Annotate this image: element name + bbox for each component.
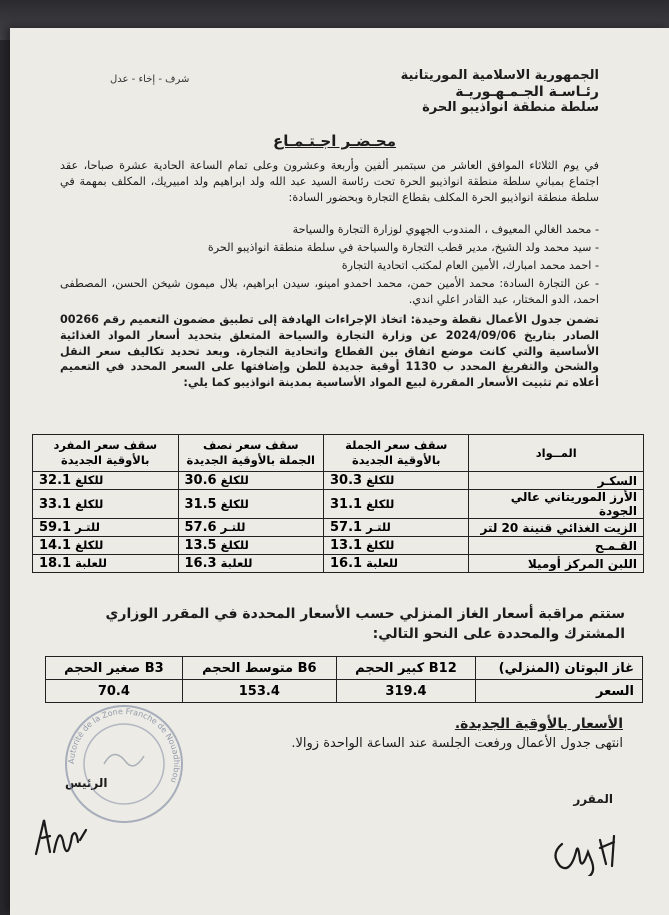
- attendee-1: - محمد الغالي المعيوف ، المندوب الجهوي لوزارة التجارة والسياحة: [292, 223, 599, 236]
- retail-price: 33.1 للكلغ: [33, 490, 179, 519]
- semi-wholesale-price: 16.3 للعلبة: [178, 555, 323, 573]
- header-authority: سلطة منطقة انواذيبو الحرة: [422, 100, 599, 115]
- header-wholesale: سقف سعر الجملة بالأوقية الجديدة: [323, 435, 468, 472]
- attendee-4: - عن التجارة السادة: محمد الأمين حمن، محمد احمدو امينو، سيدن ابراهيم، بلال ميمون شيخن الحسن، المصطفى احمد، الدو المختار، عبد القادر اعلي اندي.: [60, 277, 599, 306]
- gas-price-medium: 153.4: [182, 680, 336, 703]
- intro-paragraph: في يوم الثلاثاء الموافق العاشر من سبتمبر ألفين وأربعة وعشرون وعلى تمام الساعة الحادية عشرة صباحا، عقد اجتماع بمباني سلطة منطقة انواذيبو الحرة تحت رئاسة السيد عبد الله ولد ابراهيم ولد امبيريك، المكلف بمهمة في سلطة منطقة انواذيبو الحرة المكلف بقطاع التجارة وبحضور السادة:: [60, 159, 599, 204]
- semi-wholesale-price: 30.6 للكلغ: [178, 472, 323, 490]
- attendee-2: - سيد محمد ولد الشيخ، مدير قطب التجارة والسياحة في سلطة منطقة انواذيبو الحرة: [207, 241, 599, 254]
- retail-price: 14.1 للكلغ: [33, 537, 179, 555]
- svg-text:Autorité de la Zone Franche de: [67, 707, 181, 784]
- item-name: السكـر: [469, 472, 644, 490]
- gas-price-small: 70.4: [46, 680, 183, 703]
- header-items: المــواد: [469, 435, 644, 472]
- gas-price-large: 319.4: [336, 680, 475, 703]
- gas-price-table: [45, 656, 643, 703]
- retail-price: 32.1 للكلغ: [33, 472, 179, 490]
- header-country: الجمهورية الاسلامية الموريتانية: [400, 68, 599, 83]
- rapporteur-label: المقرر: [573, 792, 613, 806]
- header-presidency: رئـاسـة الجـمـهـوريـة: [455, 84, 599, 100]
- item-name: اللبن المركز أوميلا: [469, 555, 644, 573]
- header-semi-wholesale: سقف سعر نصف الجملة بالأوقية الجديدة: [178, 435, 323, 472]
- gas-size-medium: B6 متوسط الحجم: [182, 657, 336, 680]
- item-name: الزيت الغذائي قنينة 20 لتر: [469, 519, 644, 537]
- semi-wholesale-price: 57.6 للتـر: [178, 519, 323, 537]
- attendee-3: - احمد محمد امبارك، الأمين العام لمكتب اتحادية التجارة: [341, 259, 599, 272]
- gas-price-label: السعر: [476, 680, 643, 703]
- gas-size-large: B12 كبير الحجم: [336, 657, 475, 680]
- table-row: [46, 657, 643, 680]
- retail-price: 18.1 للعلبة: [33, 555, 179, 573]
- closing-statement: انتهى جدول الأعمال ورفعت الجلسة عند الساعة الواحدة زوالا.: [291, 736, 623, 751]
- item-name: الأرز الموريتاني عالي الجودة: [469, 490, 644, 519]
- wholesale-price: 30.3 للكلغ: [323, 472, 468, 490]
- document-title: محـضـر اجـتـمـاع: [272, 132, 397, 150]
- wholesale-price: 57.1 للتـر: [323, 519, 468, 537]
- semi-wholesale-price: 31.5 للكلغ: [178, 490, 323, 519]
- item-name: القـمـح: [469, 537, 644, 555]
- president-label: الرئيس: [65, 776, 108, 790]
- retail-price: 59.1 للتـر: [33, 519, 179, 537]
- gas-size-small: B3 صغير الحجم: [46, 657, 183, 680]
- semi-wholesale-price: 13.5 للكلغ: [178, 537, 323, 555]
- header-motto: شرف - إخاء - عدل: [110, 74, 190, 85]
- header-retail: سقف سعر المفرد بالأوقية الجديدة: [33, 435, 179, 472]
- wholesale-price: 16.1 للعلبة: [323, 555, 468, 573]
- agenda-paragraph: تضمن جدول الأعمال نقطة وحيدة: اتخاذ الإجراءات الهادفة إلى تطبيق مضمون التعميم رقم 00266 الصادر بتاريخ 2024/09/06 عن وزارة التجارة والسياحة المتعلق بتحديد أسعار المواد الغذائية الأساسية والتي كانت موضع اتفاق بين القطاع واتحادية التجارة. وبعد تحديد تكاليف سعر النقل والشحن والتفريغ المحدد ب 1130 أوقية جديدة للطن وإضافتها على السعر المحدد في التعميم أعلاه تم تثبيت الأسعار المقررة لبيع المواد الأساسية بمدينة انواذيبو كما يلي:: [60, 313, 599, 390]
- wholesale-price: 31.1 للكلغ: [323, 490, 468, 519]
- currency-note: الأسعار بالأوقية الجديدة.: [454, 716, 623, 732]
- gas-type-label: غاز البوتان (المنزلي): [476, 657, 643, 680]
- president-signature-icon: [30, 812, 90, 862]
- official-stamp-icon: [60, 700, 188, 828]
- gas-intro: ستتم مراقبة أسعار الغاز المنزلي حسب الأسعار المحددة في المقرر الوزاري المشترك والمحددة على النحو التالي:: [105, 606, 625, 642]
- wholesale-price: 13.1 للكلغ: [323, 537, 468, 555]
- stamp-text: Autorité de la Zone Franche de Nouadhibou: [66, 706, 182, 784]
- rapporteur-signature-icon: [548, 826, 638, 876]
